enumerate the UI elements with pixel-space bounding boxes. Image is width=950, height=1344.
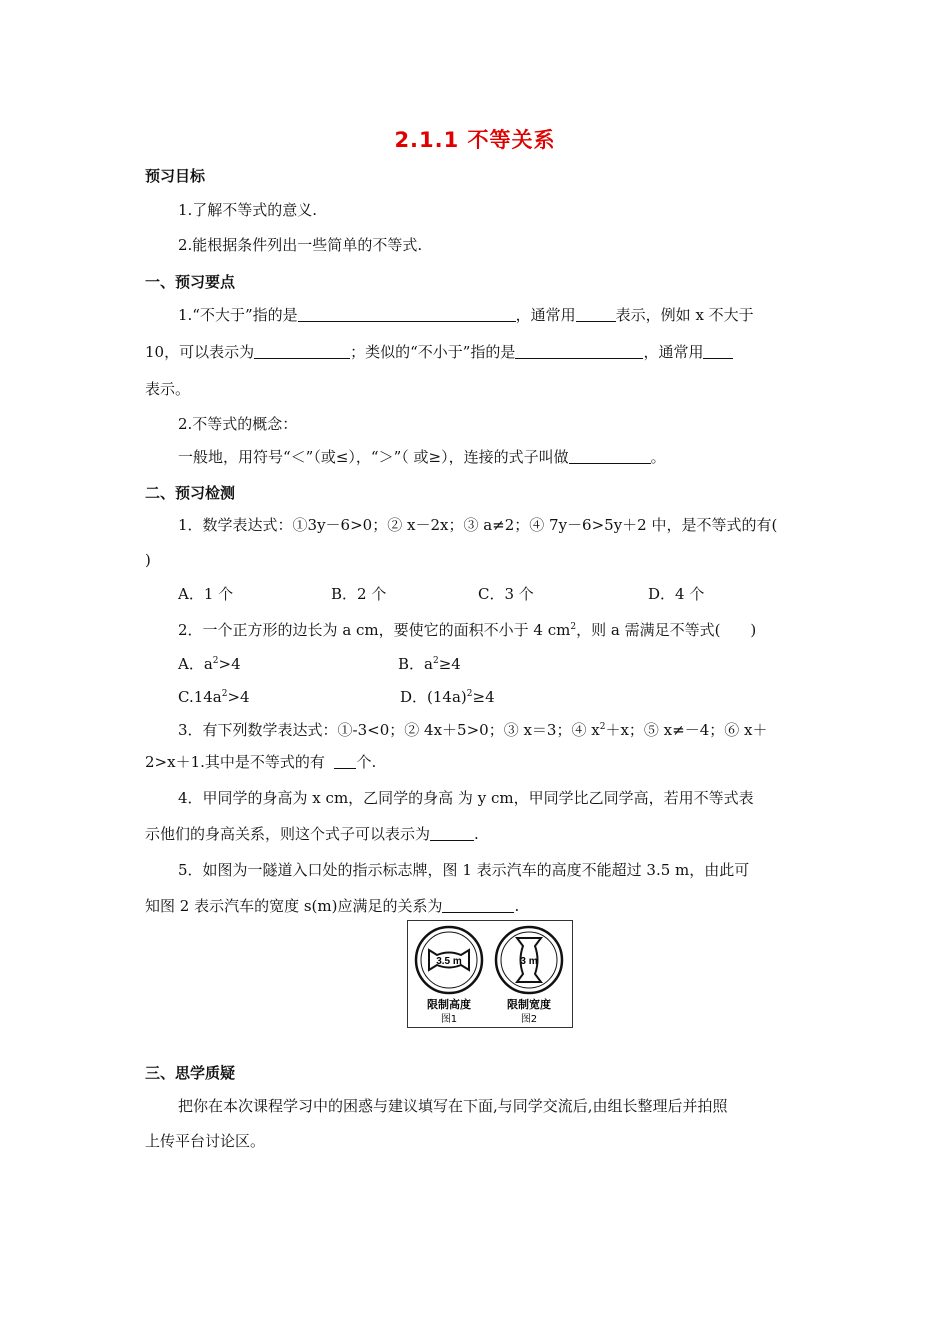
q1-text-e: ；类似的“不小于”指的是 — [350, 343, 516, 361]
answer-blank[interactable] — [703, 343, 733, 359]
section2-heading: 二、预习检测 — [145, 484, 236, 502]
s2-q2-option-c — [178, 684, 250, 707]
page-title: 2.1.1 不等关系 — [394, 128, 556, 152]
s2-q1-option-b: B．2 个 — [331, 585, 387, 603]
section1-heading: 一、预习要点 — [145, 273, 236, 291]
objective-item: 1.了解不等式的意义. — [178, 201, 318, 219]
s2-q2-option-d — [400, 684, 495, 707]
s2-q5-line1: 5．如图为一隧道入口处的指示标志牌，图 1 表示汽车的高度不能超过 3.5 m，由此可 — [178, 861, 750, 879]
answer-blank[interactable] — [430, 825, 474, 841]
s2-q3-text-c: 2>x＋1.其中是不等式的有 — [145, 753, 325, 771]
superscript: 2 — [466, 689, 473, 699]
s2-q1-option-d: D．4 个 — [648, 585, 705, 603]
q1-text-a: 1.“不大于”指的是 — [178, 306, 298, 324]
sign2-caption: 图2 — [520, 1014, 538, 1025]
option-text: ≥4 — [438, 655, 461, 673]
s2-q4-end: . — [474, 825, 479, 843]
answer-blank[interactable] — [515, 343, 643, 359]
s2-q2-option-b — [398, 651, 461, 674]
s2-q3-text-b: ＋x；⑤ x≠－4；⑥ x＋ — [605, 721, 768, 739]
s2-q5-end: . — [514, 897, 520, 915]
section1-q2-title: 2.不等式的概念： — [178, 415, 298, 433]
s2-q2-text-b: ，则 a 需满足不等式( ) — [576, 621, 757, 639]
objective-item: 2.能根据条件列出一些简单的不等式. — [178, 236, 423, 254]
option-text: D．(14a) — [400, 688, 467, 706]
option-text: B．a — [398, 655, 433, 673]
s2-q3-line2 — [145, 752, 376, 772]
section3-heading: 三、思学质疑 — [145, 1064, 236, 1082]
option-text: C.14a — [178, 688, 222, 706]
q2-definition: 一般地，用符号“＜”（或≤），“＞”（ 或≥），连接的式子叫做 — [178, 448, 569, 466]
s2-q5-line2 — [145, 896, 519, 916]
option-text: ≥4 — [472, 688, 495, 706]
q1-text-b: ，通常用 — [515, 306, 576, 324]
s2-q2-line — [178, 617, 756, 640]
option-text: >4 — [218, 655, 241, 673]
superscript: 2 — [212, 656, 219, 666]
s2-q4-line1: 4．甲同学的身高为 x cm，乙同学的身高 为 y cm，甲同学比乙同学高，若用不等式表 — [178, 789, 754, 807]
superscript: 2 — [221, 689, 228, 699]
s2-q3-text-a: 3．有下列数学表达式：①-3<0；② 4x＋5>0；③ x＝3；④ x — [178, 721, 600, 739]
sign1-caption: 图1 — [440, 1014, 458, 1025]
q1-text-f: ，通常用 — [643, 343, 704, 361]
superscript: 2 — [432, 656, 439, 666]
section1-q1-line1 — [178, 305, 754, 325]
answer-blank[interactable] — [334, 753, 356, 769]
section1-q1-line2 — [145, 342, 733, 362]
s2-q1-option-a: A．1 个 — [178, 585, 234, 603]
tunnel-signs-figure — [407, 920, 573, 1028]
q1-text-g: 表示。 — [145, 380, 191, 398]
s2-q1-line2: ) — [145, 551, 151, 569]
s2-q2-text-a: 2．一个正方形的边长为 a cm，要使它的面积不小于 4 cm — [178, 621, 571, 639]
sign1-value: 3.5 m — [436, 956, 462, 967]
sign1-label: 限制高度 — [427, 998, 471, 1011]
s2-q4-text: 示他们的身高关系，则这个式子可以表示为 — [145, 825, 431, 843]
answer-blank[interactable] — [254, 343, 350, 359]
sign2-label: 限制宽度 — [507, 998, 551, 1011]
objectives-heading: 预习目标 — [145, 167, 206, 185]
superscript: 2 — [570, 622, 577, 632]
s2-q3-text-d: 个. — [356, 753, 377, 771]
answer-blank[interactable] — [298, 306, 516, 322]
sign2-value: 3 m — [520, 956, 538, 967]
answer-blank[interactable] — [442, 897, 514, 913]
q1-text-c: 表示，例如 x 不大于 — [615, 306, 754, 324]
answer-blank[interactable] — [576, 306, 616, 322]
superscript: 2 — [599, 722, 606, 732]
s2-q3-line1 — [178, 717, 767, 740]
sign-width-limit — [496, 927, 562, 993]
s2-q1-option-c: C．3 个 — [478, 585, 534, 603]
s2-q1-line1: 1．数学表达式：①3y－6>0；② x－2x；③ a≠2；④ 7y－6>5y＋2 中，是不等式的有( — [178, 516, 778, 534]
section1-q2-text — [178, 447, 666, 467]
s2-q2-option-a — [178, 651, 241, 674]
q2-end: 。 — [650, 448, 666, 466]
option-text: A．a — [178, 655, 213, 673]
section3-line1: 把你在本次课程学习中的困惑与建议填写在下面,与同学交流后,由组长整理后并拍照 — [178, 1097, 728, 1115]
section3-line2: 上传平台讨论区。 — [145, 1132, 266, 1150]
option-text: >4 — [227, 688, 250, 706]
s2-q4-line2 — [145, 824, 479, 844]
q1-text-d: 10，可以表示为 — [145, 343, 255, 361]
answer-blank[interactable] — [569, 448, 651, 464]
s2-q5-text: 知图 2 表示汽车的宽度 s(m)应满足的关系为 — [145, 897, 443, 915]
sign-height-limit — [416, 927, 482, 993]
